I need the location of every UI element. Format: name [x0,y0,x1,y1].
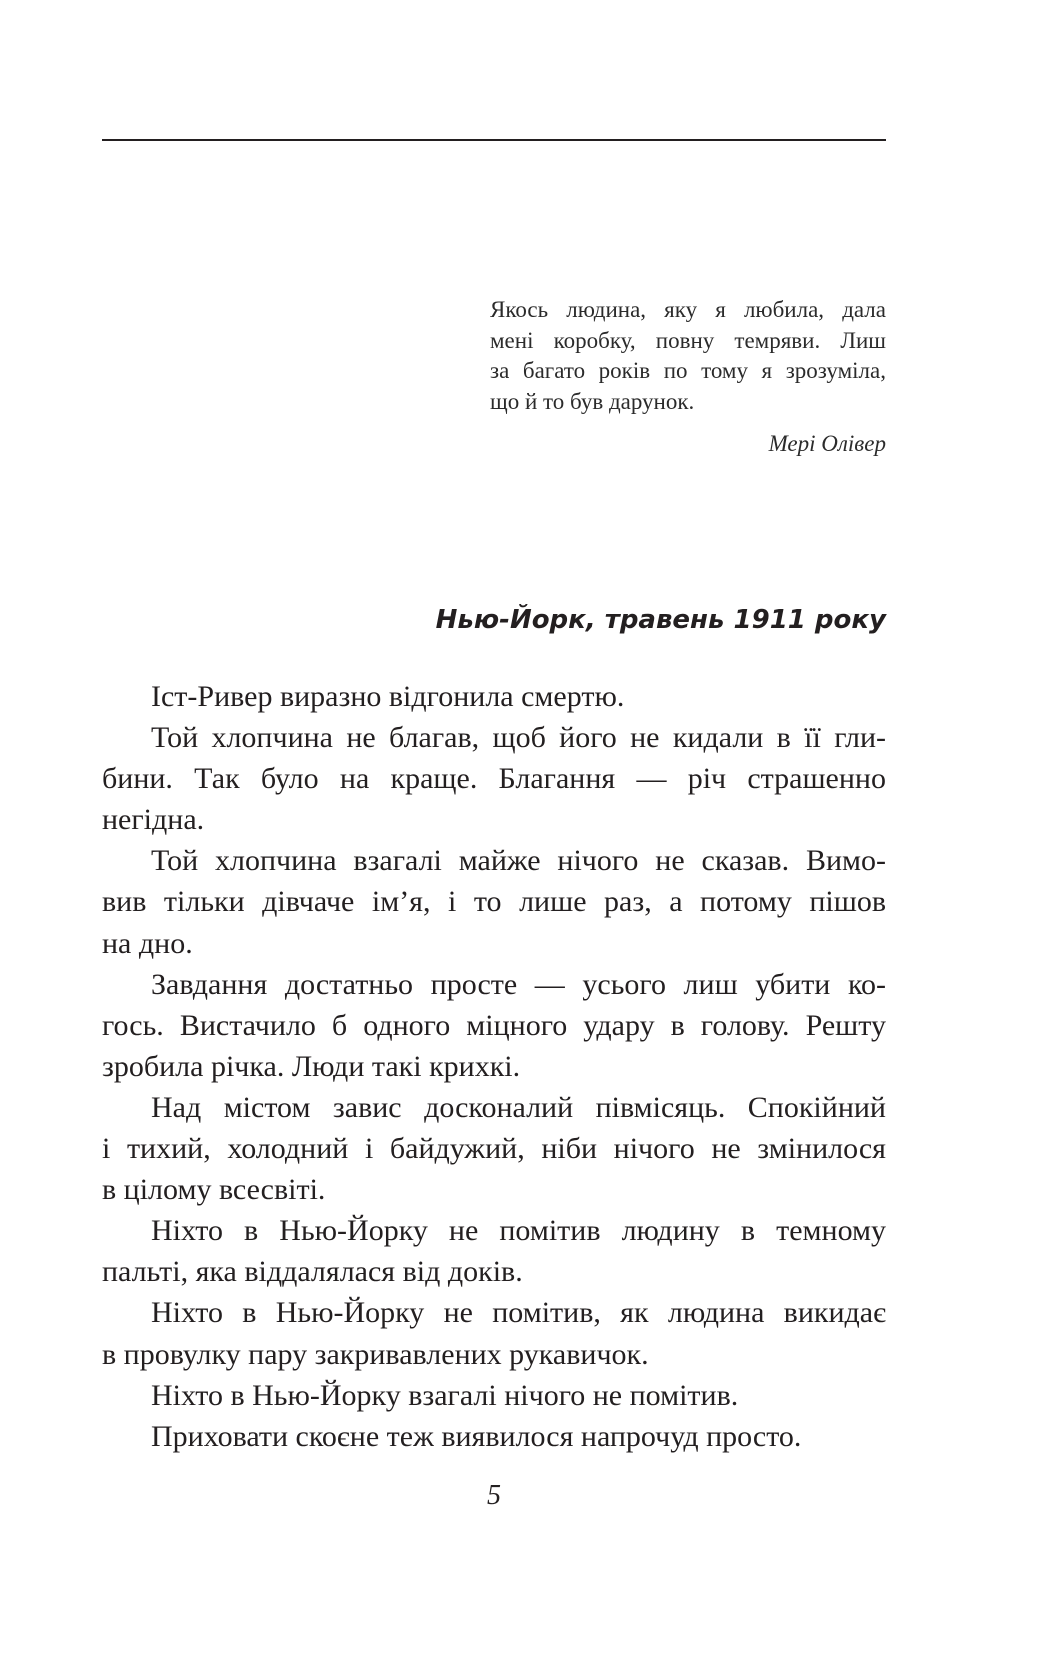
body-line: Завдання достатньо просте — усього лиш убити ко- [151,967,886,1001]
body-line: в провулку пару закривавлених рукавичок. [102,1337,649,1371]
chapter-heading: Нью-Йорк, травень 1911 року [435,605,886,635]
body-line: Іст-Ривер виразно відгонила смертю. [151,680,625,713]
body-line: вив тільки дівчаче ім’я, і то лише раз, а потому пішов [102,885,886,919]
body-line: Ніхто в Нью-Йорку не помітив людину в темному [151,1214,886,1248]
top-rule [102,139,886,141]
epigraph-author: Мері Олівер [768,431,886,456]
epigraph-line: Якось людина, яку я любила, дала [490,297,886,322]
body-line: Ніхто в Нью-Йорку не помітив, як людина викидає [151,1296,886,1330]
body-line: Над містом завис досконалий півмісяць. Спокійний [151,1090,886,1124]
body-line: і тихий, холодний і байдужий, ніби нічого не змінилося [102,1132,886,1166]
body-line: Той хлопчина взагалі майже нічого не сказав. Вимо- [151,844,886,878]
body-line: негідна. [102,803,205,837]
page-number: 5 [487,1480,501,1511]
body-line: Той хлопчина не благав, щоб його не кидали в її гли- [151,721,886,755]
body-line: пальті, яка віддалялася від доків. [102,1255,523,1289]
epigraph-line: що й то був дарунок. [490,388,695,414]
body-line: зробила річка. Люди такі крихкі. [102,1049,521,1083]
body-line: бини. Так було на краще. Благання — річ страшенно [102,762,886,796]
epigraph [490,295,886,460]
body-line: на дно. [102,926,193,960]
epigraph-line: за багато років по тому я зрозуміла, [490,358,886,383]
epigraph-line: мені коробку, повну темряви. Лиш [490,327,886,353]
body-line: Приховати скоєне теж виявилося напрочуд просто. [151,1419,802,1453]
body-text [102,676,886,1457]
body-line: Ніхто в Нью-Йорку взагалі нічого не помітив. [151,1378,739,1412]
body-line: гось. Вистачило б одного міцного удару в голову. Решту [102,1008,886,1042]
body-line: в цілому всесвіті. [102,1173,326,1207]
